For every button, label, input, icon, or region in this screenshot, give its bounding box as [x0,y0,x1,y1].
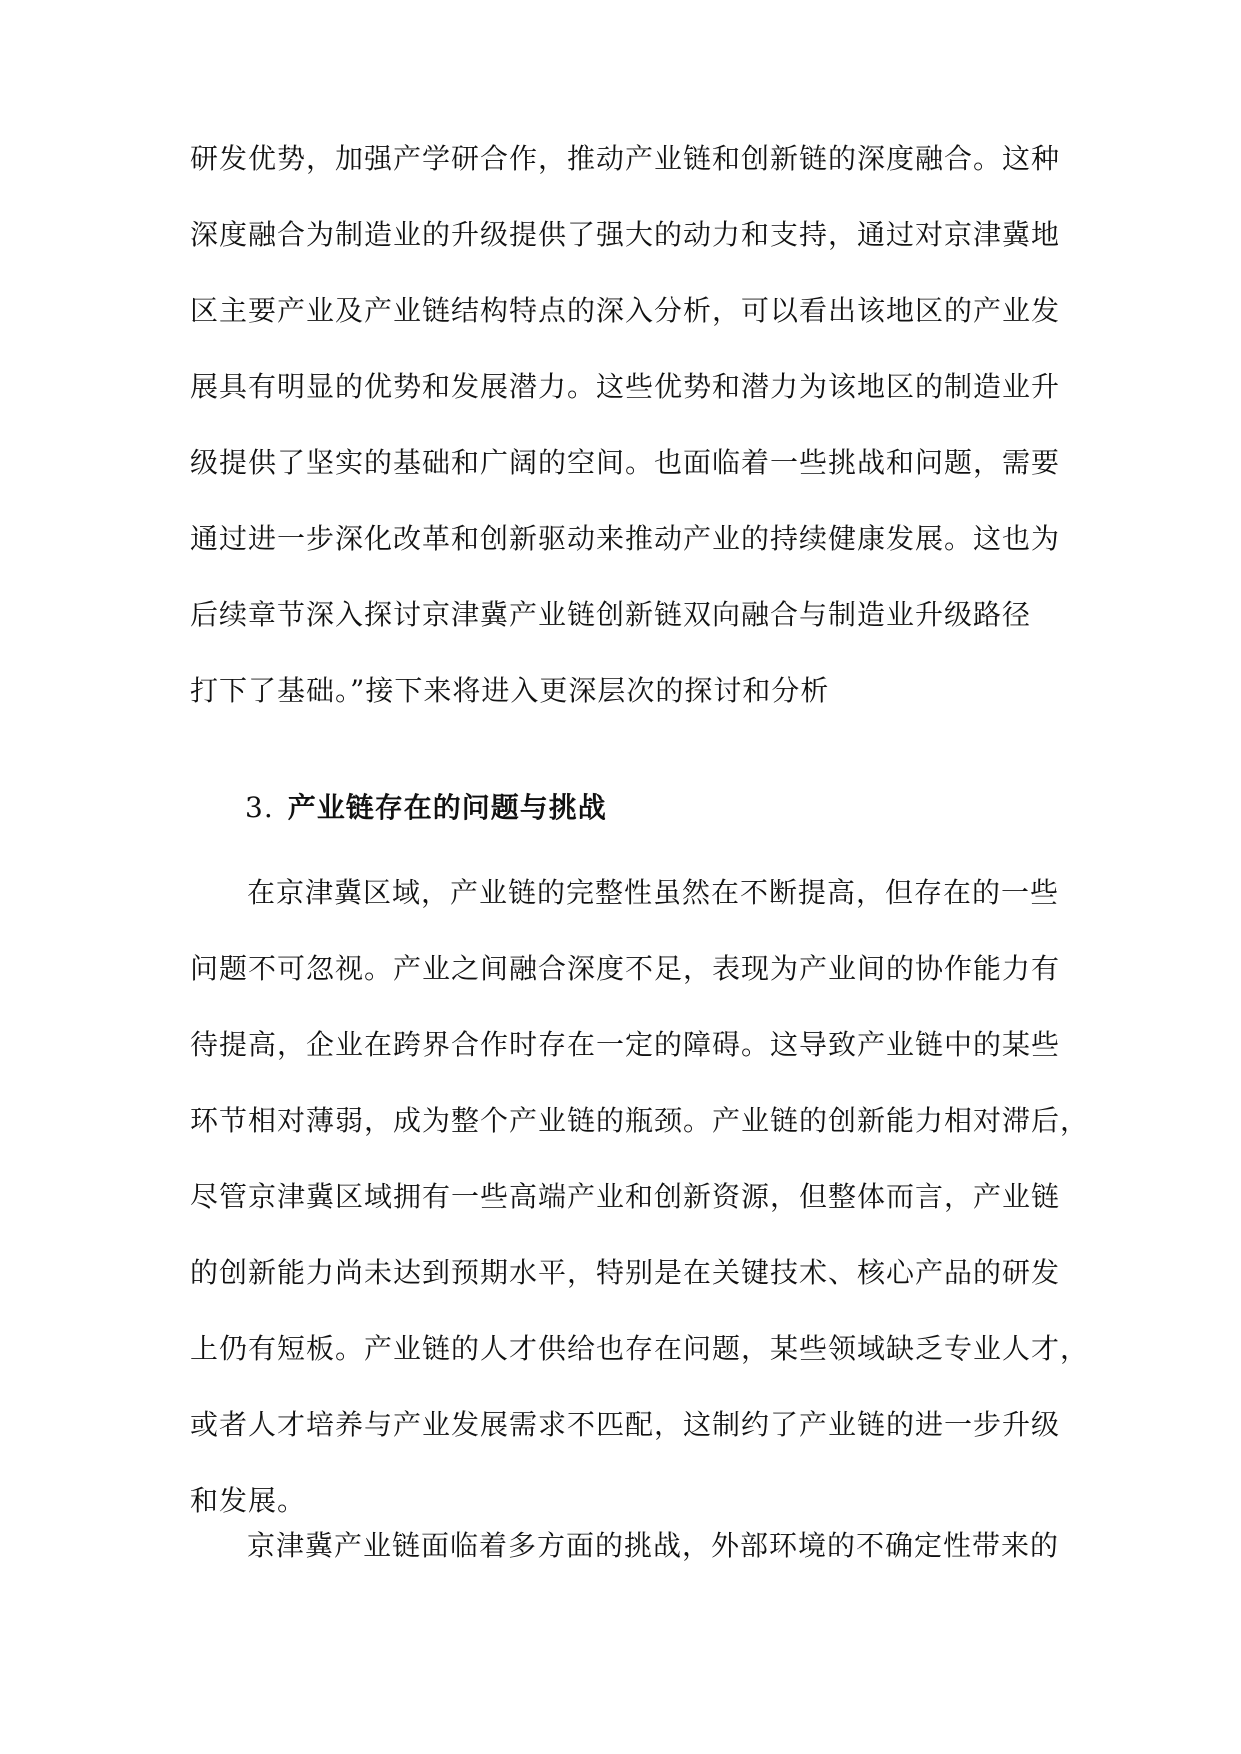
text-line: 的创新能力尚未达到预期水平，特别是在关键技术、核心产品的研发 [190,1256,1061,1289]
text-line: 环节相对薄弱，成为整个产业链的瓶颈。产业链的创新能力相对滞后， [190,1104,1090,1137]
text-line: 或者人才培养与产业发展需求不匹配，这制约了产业链的进一步升级 [190,1408,1061,1441]
text-line: 研发优势，加强产学研合作，推动产业链和创新链的深度融合。这种 [190,142,1061,175]
text-line: 打下了基础。”接下来将进入更深层次的探讨和分析 [190,674,830,707]
section-title: 产业链存在的问题与挑战 [287,791,607,824]
paragraph-challenges [190,1508,1060,1584]
text-line: 在京津冀区域，产业链的完整性虽然在不断提高，但存在的一些 [247,876,1060,909]
section-number: 3. [245,791,274,824]
text-line: 通过进一步深化改革和创新驱动来推动产业的持续健康发展。这也为 [190,522,1061,555]
text-line: 上仍有短板。产业链的人才供给也存在问题，某些领域缺乏专业人才， [190,1332,1090,1365]
text-line: 待提高，企业在跨界合作时存在一定的障碍。这导致产业链中的某些 [190,1028,1061,1061]
text-line: 和发展。 [190,1484,307,1517]
paragraph-problems [190,855,1090,1539]
text-line: 尽管京津冀区域拥有一些高端产业和创新资源，但整体而言，产业链 [190,1180,1061,1213]
text-line: 京津冀产业链面临着多方面的挑战，外部环境的不确定性带来的 [247,1529,1060,1562]
text-line: 问题不可忽视。产业之间融合深度不足，表现为产业间的协作能力有 [190,952,1061,985]
text-line: 展具有明显的优势和发展潜力。这些优势和潜力为该地区的制造业升 [190,370,1061,403]
section-heading [245,770,607,846]
paragraph-continued [190,121,1061,729]
text-line: 后续章节深入探讨京津冀产业链创新链双向融合与制造业升级路径 [190,598,1032,631]
text-line: 区主要产业及产业链结构特点的深入分析，可以看出该地区的产业发 [190,294,1061,327]
text-line: 深度融合为制造业的升级提供了强大的动力和支持，通过对京津冀地 [190,218,1061,251]
text-line: 级提供了坚实的基础和广阔的空间。也面临着一些挑战和问题，需要 [190,446,1061,479]
